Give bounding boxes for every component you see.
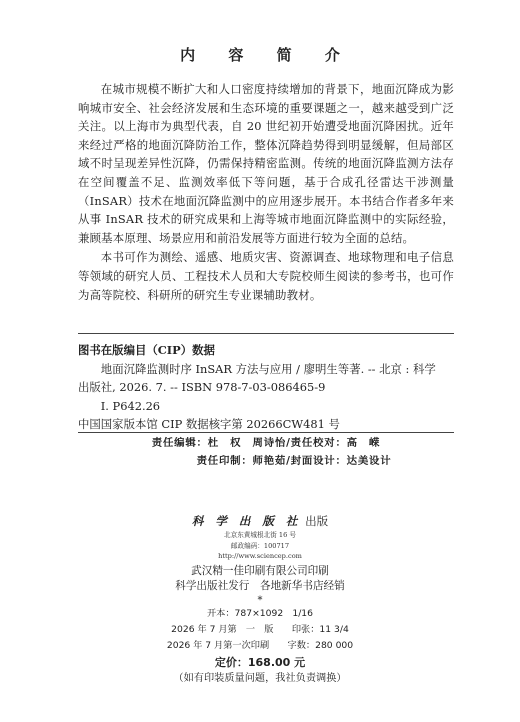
publisher-postcode: 邮政编码：100717	[230, 541, 290, 550]
price-line: 定价：168.00 元	[214, 655, 306, 669]
cip-title-line: 地面沉降监测时序 InSAR 方法与应用 / 廖明生等著. -- 北京 : 科学	[100, 361, 436, 376]
cip-bottom-rule	[78, 432, 454, 433]
summary-paragraph-1: 在城市规模不断扩大和人口密度持续增加的背景下，地面沉降成为影响城市安全、社会经济发展和生态环境的重要课题之一，越来越受到广泛关注。以上海市为典型代表，自 20 世纪初开始遭受地面沉降困扰。近年来经过严格的地面沉降防治工作，整体沉降趋势得到明显缓解，但局部区域不时呈现差异性沉降，仍需保持精密监测。传统的地面沉降监测方法存在空间覆盖不足、监测效率低下等问题，基于合成孔径雷达干涉测量（InSAR）技术在地面沉降监测中的应用逐步展开。本书结合作者多年来从事 InSAR 技术的研究成果和上海等城市地面沉降监测中的实际经验，兼顾基本原理、场景应用和前沿发展等方面进行较为全面的总结。	[78, 82, 454, 245]
editorial-credits	[78, 435, 454, 470]
format-line: 开本：787×1092 1/16	[207, 607, 313, 619]
cip-classification: I. P642.26	[100, 398, 161, 413]
cip-block	[78, 341, 454, 434]
cip-isbn-line: 出版社, 2026. 7. -- ISBN 978-7-03-086465-9	[78, 380, 326, 395]
credits-production: 责任印制：师艳茹/封面设计：达美设计	[196, 454, 392, 467]
content-summary	[78, 80, 454, 305]
publisher-address: 北京东黄城根北街 16 号	[224, 531, 296, 539]
printer-line: 武汉精一佳印刷有限公司印刷	[191, 564, 329, 577]
cip-top-rule	[78, 333, 454, 334]
printing-line: 2026 年 7 月第一次印刷 字数：280 000	[166, 639, 354, 651]
cip-heading: 图书在版编目（CIP）数据	[78, 343, 215, 357]
credits-editors: 责任编辑：杜 权 周诗怡/责任校对：高 嵘	[151, 437, 381, 449]
cip-record-number: 中国国家版本馆 CIP 数据核字第 20266CW481 号	[78, 417, 340, 432]
page-title: 内 容 简 介	[180, 46, 354, 64]
quality-note: （如有印装质量问题，我社负责调换）	[173, 672, 347, 684]
edition-line: 2026 年 7 月第 一 版 印张：11 3/4	[171, 623, 349, 635]
distribution-line: 科学出版社发行 各地新华书店经销	[175, 580, 345, 592]
summary-paragraph-2: 本书可作为测绘、遥感、地质灾害、资源调查、地球物理和电子信息等领域的研究人员、工程技术人员和大专院校师生阅读的参考书，也可作为高等院校、科研所的研究生专业课辅助教材。	[78, 250, 454, 302]
publisher-website: http://www.sciencep.com	[218, 552, 302, 560]
publisher-info	[0, 512, 520, 687]
publisher-name	[0, 512, 520, 530]
separator-star: *	[257, 594, 263, 606]
publisher-name-suffix: 出版	[305, 514, 329, 528]
publisher-logo-text: 科 学 出 版 社	[191, 514, 302, 528]
